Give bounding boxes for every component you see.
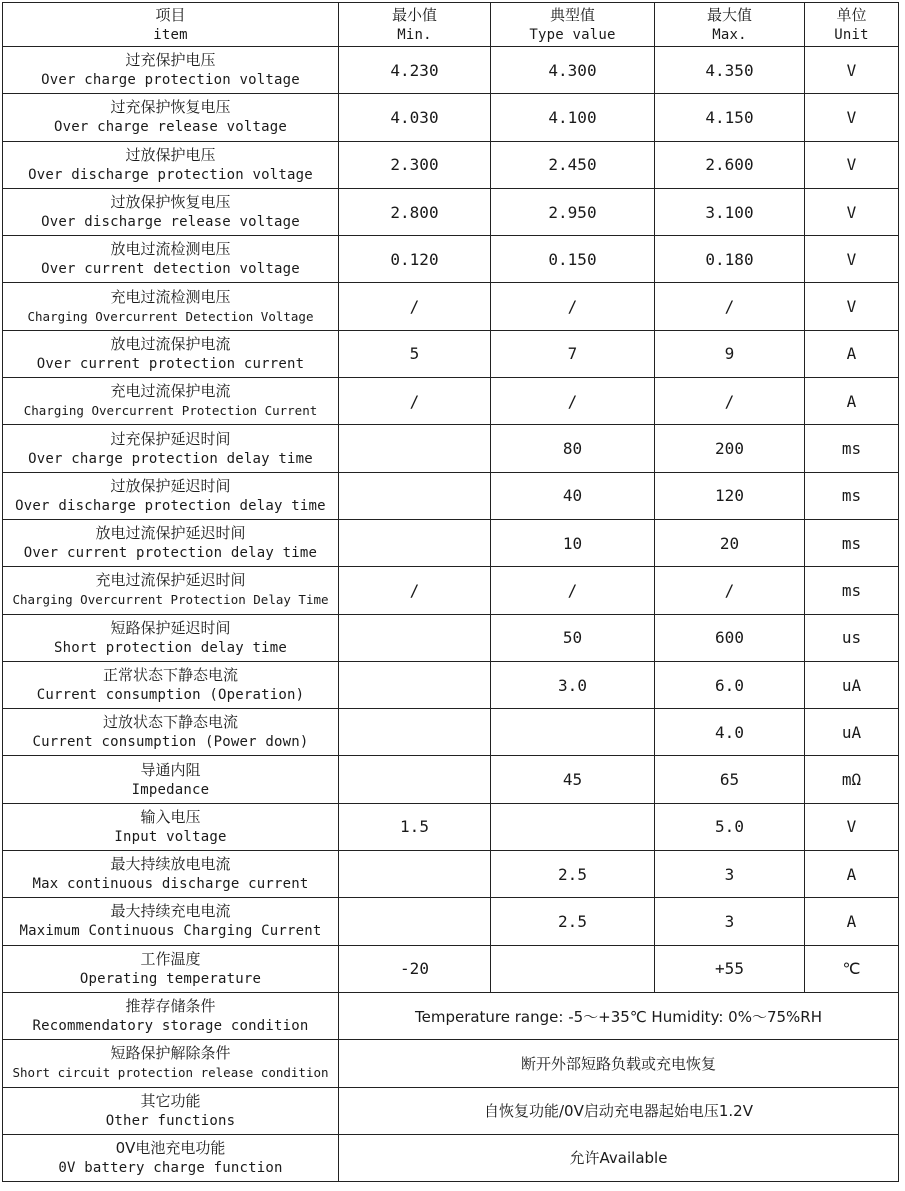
item-label-en: Operating temperature bbox=[79, 970, 262, 987]
item-cell bbox=[3, 378, 339, 425]
max-value-cell: 3 bbox=[655, 851, 805, 898]
item-cell bbox=[3, 141, 339, 188]
item-label-zh: 过充保护电压 bbox=[125, 51, 216, 70]
table-row bbox=[3, 141, 899, 188]
table-row bbox=[3, 425, 899, 472]
unit-cell: A bbox=[805, 898, 899, 945]
typ-value-cell: 45 bbox=[491, 756, 655, 803]
min-value-cell: / bbox=[339, 283, 491, 330]
typ-value-cell: / bbox=[491, 283, 655, 330]
item-cell bbox=[3, 803, 339, 850]
table-row bbox=[3, 803, 899, 850]
typ-value-cell: 7 bbox=[491, 330, 655, 377]
table-row bbox=[3, 1134, 899, 1181]
max-value-cell: 120 bbox=[655, 472, 805, 519]
merged-value-cell: 允许Available bbox=[339, 1134, 899, 1181]
unit-cell: V bbox=[805, 47, 899, 94]
item-label-zh: 短路保护解除条件 bbox=[110, 1044, 231, 1063]
table-row bbox=[3, 1040, 899, 1087]
unit-cell: ms bbox=[805, 567, 899, 614]
min-value-cell: -20 bbox=[339, 945, 491, 992]
item-label-en: Over current protection delay time bbox=[23, 545, 318, 562]
item-label-en: Other functions bbox=[105, 1112, 236, 1129]
min-value-cell bbox=[339, 614, 491, 661]
max-value-cell: 2.600 bbox=[655, 141, 805, 188]
min-value-cell bbox=[339, 661, 491, 708]
typ-value-cell: 3.0 bbox=[491, 661, 655, 708]
table-row bbox=[3, 283, 899, 330]
max-value-cell: / bbox=[655, 283, 805, 330]
item-label-zh: 过放保护电压 bbox=[125, 145, 216, 164]
item-cell bbox=[3, 992, 339, 1039]
min-value-cell: 2.800 bbox=[339, 188, 491, 235]
item-label-zh: 最大持续充电电流 bbox=[110, 902, 231, 921]
min-value-cell bbox=[339, 709, 491, 756]
table-row bbox=[3, 472, 899, 519]
min-value-cell: 4.030 bbox=[339, 94, 491, 141]
typ-value-cell: 2.950 bbox=[491, 188, 655, 235]
item-label-en: 0V battery charge function bbox=[58, 1159, 283, 1176]
table-row bbox=[3, 94, 899, 141]
item-label-en: Recommendatory storage condition bbox=[32, 1018, 309, 1035]
max-value-cell: 20 bbox=[655, 519, 805, 566]
min-value-cell: 0.120 bbox=[339, 236, 491, 283]
max-value-cell: 65 bbox=[655, 756, 805, 803]
unit-cell: A bbox=[805, 851, 899, 898]
merged-value-cell: 自恢复功能/0V启动充电器起始电压1.2V bbox=[339, 1087, 899, 1134]
item-label-zh: 过放保护恢复电压 bbox=[110, 193, 231, 212]
item-label-en: Max continuous discharge current bbox=[32, 876, 309, 893]
unit-cell: V bbox=[805, 803, 899, 850]
item-label-en: Maximum Continuous Charging Current bbox=[19, 923, 322, 940]
item-cell bbox=[3, 709, 339, 756]
min-value-cell: 2.300 bbox=[339, 141, 491, 188]
table-row bbox=[3, 378, 899, 425]
typ-value-cell: 4.300 bbox=[491, 47, 655, 94]
item-label-zh: 其它功能 bbox=[140, 1091, 201, 1110]
unit-cell: mΩ bbox=[805, 756, 899, 803]
item-label-en: Input voltage bbox=[114, 828, 227, 845]
spec-table bbox=[2, 2, 899, 1182]
item-label-en: Charging Overcurrent Protection Current bbox=[23, 403, 318, 419]
unit-cell: us bbox=[805, 614, 899, 661]
max-value-cell: +55 bbox=[655, 945, 805, 992]
item-cell bbox=[3, 898, 339, 945]
typ-value-cell: 2.5 bbox=[491, 898, 655, 945]
min-value-cell: 4.230 bbox=[339, 47, 491, 94]
item-cell bbox=[3, 425, 339, 472]
item-cell bbox=[3, 236, 339, 283]
item-label-zh: 过放保护延迟时间 bbox=[110, 476, 231, 495]
typ-value-cell: 2.5 bbox=[491, 851, 655, 898]
item-label-en: Impedance bbox=[131, 781, 210, 798]
item-label-zh: 放电过流检测电压 bbox=[110, 240, 231, 259]
typ-value-cell: / bbox=[491, 567, 655, 614]
item-label-en: Over discharge protection voltage bbox=[28, 166, 313, 183]
item-label-en: Over current detection voltage bbox=[41, 261, 300, 278]
min-value-cell: 5 bbox=[339, 330, 491, 377]
item-label-en: Charging Overcurrent Detection Voltage bbox=[27, 308, 314, 324]
min-value-cell bbox=[339, 519, 491, 566]
table-row bbox=[3, 1087, 899, 1134]
typ-value-cell bbox=[491, 803, 655, 850]
unit-cell: ms bbox=[805, 519, 899, 566]
min-value-cell bbox=[339, 898, 491, 945]
item-label-en: Short circuit protection release condition bbox=[12, 1065, 329, 1081]
table-row bbox=[3, 945, 899, 992]
typ-value-cell: 40 bbox=[491, 472, 655, 519]
unit-cell: uA bbox=[805, 709, 899, 756]
item-label-en: Current consumption (Power down) bbox=[32, 734, 309, 751]
unit-cell: V bbox=[805, 141, 899, 188]
item-cell bbox=[3, 661, 339, 708]
item-cell bbox=[3, 188, 339, 235]
item-label-zh: 放电过流保护延迟时间 bbox=[95, 524, 246, 543]
unit-cell: V bbox=[805, 94, 899, 141]
item-label-zh: 0V电池充电功能 bbox=[115, 1138, 226, 1157]
max-value-cell: 4.350 bbox=[655, 47, 805, 94]
header-item: 项目 item bbox=[3, 3, 339, 47]
table-row bbox=[3, 519, 899, 566]
item-cell bbox=[3, 330, 339, 377]
table-row bbox=[3, 236, 899, 283]
table-row bbox=[3, 709, 899, 756]
table-row bbox=[3, 47, 899, 94]
item-label-zh: 最大持续放电电流 bbox=[110, 855, 231, 874]
item-label-en: Charging Overcurrent Protection Delay Time bbox=[12, 592, 329, 608]
item-cell bbox=[3, 94, 339, 141]
item-label-en: Current consumption (Operation) bbox=[36, 687, 305, 703]
item-label-zh: 充电过流保护延迟时间 bbox=[95, 571, 246, 590]
item-cell bbox=[3, 519, 339, 566]
item-cell bbox=[3, 47, 339, 94]
item-label-zh: 过充保护延迟时间 bbox=[110, 429, 231, 448]
max-value-cell: 200 bbox=[655, 425, 805, 472]
min-value-cell bbox=[339, 472, 491, 519]
min-value-cell: 1.5 bbox=[339, 803, 491, 850]
max-value-cell: 0.180 bbox=[655, 236, 805, 283]
item-label-zh: 正常状态下静态电流 bbox=[102, 666, 238, 684]
item-cell bbox=[3, 614, 339, 661]
header-row bbox=[3, 3, 899, 47]
max-value-cell: / bbox=[655, 567, 805, 614]
header-typ: 典型值 Type value bbox=[491, 3, 655, 47]
typ-value-cell: 2.450 bbox=[491, 141, 655, 188]
min-value-cell: / bbox=[339, 378, 491, 425]
item-label-zh: 导通内阻 bbox=[140, 760, 201, 779]
max-value-cell: 4.0 bbox=[655, 709, 805, 756]
unit-cell: ℃ bbox=[805, 945, 899, 992]
typ-value-cell bbox=[491, 945, 655, 992]
item-label-en: Over discharge protection delay time bbox=[15, 497, 326, 514]
item-cell bbox=[3, 851, 339, 898]
table-row bbox=[3, 756, 899, 803]
item-label-zh: 过充保护恢复电压 bbox=[110, 98, 231, 117]
table-row bbox=[3, 614, 899, 661]
typ-value-cell: / bbox=[491, 378, 655, 425]
table-row bbox=[3, 567, 899, 614]
max-value-cell: 600 bbox=[655, 614, 805, 661]
item-cell bbox=[3, 1134, 339, 1181]
item-label-en: Over charge protection delay time bbox=[28, 450, 313, 467]
max-value-cell: 3 bbox=[655, 898, 805, 945]
unit-cell: ms bbox=[805, 472, 899, 519]
min-value-cell: / bbox=[339, 567, 491, 614]
item-label-zh: 过放状态下静态电流 bbox=[102, 713, 238, 732]
unit-cell: A bbox=[805, 330, 899, 377]
item-cell bbox=[3, 756, 339, 803]
header-unit: 单位 Unit bbox=[805, 3, 899, 47]
max-value-cell: 5.0 bbox=[655, 803, 805, 850]
item-cell bbox=[3, 945, 339, 992]
table-row bbox=[3, 188, 899, 235]
unit-cell: V bbox=[805, 236, 899, 283]
item-cell bbox=[3, 1040, 339, 1087]
item-label-zh: 充电过流检测电压 bbox=[110, 287, 231, 306]
item-cell bbox=[3, 472, 339, 519]
header-max: 最大值 Max. bbox=[655, 3, 805, 47]
unit-cell: V bbox=[805, 283, 899, 330]
table-row bbox=[3, 898, 899, 945]
unit-cell: A bbox=[805, 378, 899, 425]
item-label-en: Over charge release voltage bbox=[54, 119, 287, 136]
item-label-en: Short protection delay time bbox=[54, 639, 287, 656]
typ-value-cell: 80 bbox=[491, 425, 655, 472]
unit-cell: ms bbox=[805, 425, 899, 472]
max-value-cell: 9 bbox=[655, 330, 805, 377]
table-row bbox=[3, 992, 899, 1039]
min-value-cell bbox=[339, 851, 491, 898]
item-label-zh: 放电过流保护电流 bbox=[110, 334, 231, 353]
item-label-en: Over discharge release voltage bbox=[41, 214, 300, 231]
max-value-cell: / bbox=[655, 378, 805, 425]
unit-cell: V bbox=[805, 188, 899, 235]
item-label-en: Over charge protection voltage bbox=[41, 72, 300, 89]
typ-value-cell: 0.150 bbox=[491, 236, 655, 283]
unit-cell: uA bbox=[805, 661, 899, 708]
header-min: 最小值 Min. bbox=[339, 3, 491, 47]
item-cell bbox=[3, 567, 339, 614]
item-cell bbox=[3, 1087, 339, 1134]
min-value-cell bbox=[339, 756, 491, 803]
item-label-zh: 工作温度 bbox=[140, 949, 201, 968]
item-label-en: Over current protection current bbox=[36, 355, 305, 372]
min-value-cell bbox=[339, 425, 491, 472]
table-row bbox=[3, 330, 899, 377]
item-label-zh: 充电过流保护电流 bbox=[110, 382, 231, 401]
typ-value-cell bbox=[491, 709, 655, 756]
max-value-cell: 6.0 bbox=[655, 661, 805, 708]
table-row bbox=[3, 661, 899, 708]
item-label-zh: 短路保护延迟时间 bbox=[110, 618, 231, 637]
merged-value-cell: Temperature range: -5～+35℃ Humidity: 0%～75%RH bbox=[339, 992, 899, 1039]
max-value-cell: 3.100 bbox=[655, 188, 805, 235]
item-label-zh: 输入电压 bbox=[140, 807, 201, 826]
table-row bbox=[3, 851, 899, 898]
table-body bbox=[3, 47, 899, 1182]
max-value-cell: 4.150 bbox=[655, 94, 805, 141]
typ-value-cell: 10 bbox=[491, 519, 655, 566]
typ-value-cell: 50 bbox=[491, 614, 655, 661]
item-label-zh: 推荐存储条件 bbox=[125, 997, 216, 1016]
merged-value-cell: 断开外部短路负载或充电恢复 bbox=[339, 1040, 899, 1087]
typ-value-cell: 4.100 bbox=[491, 94, 655, 141]
item-cell bbox=[3, 283, 339, 330]
